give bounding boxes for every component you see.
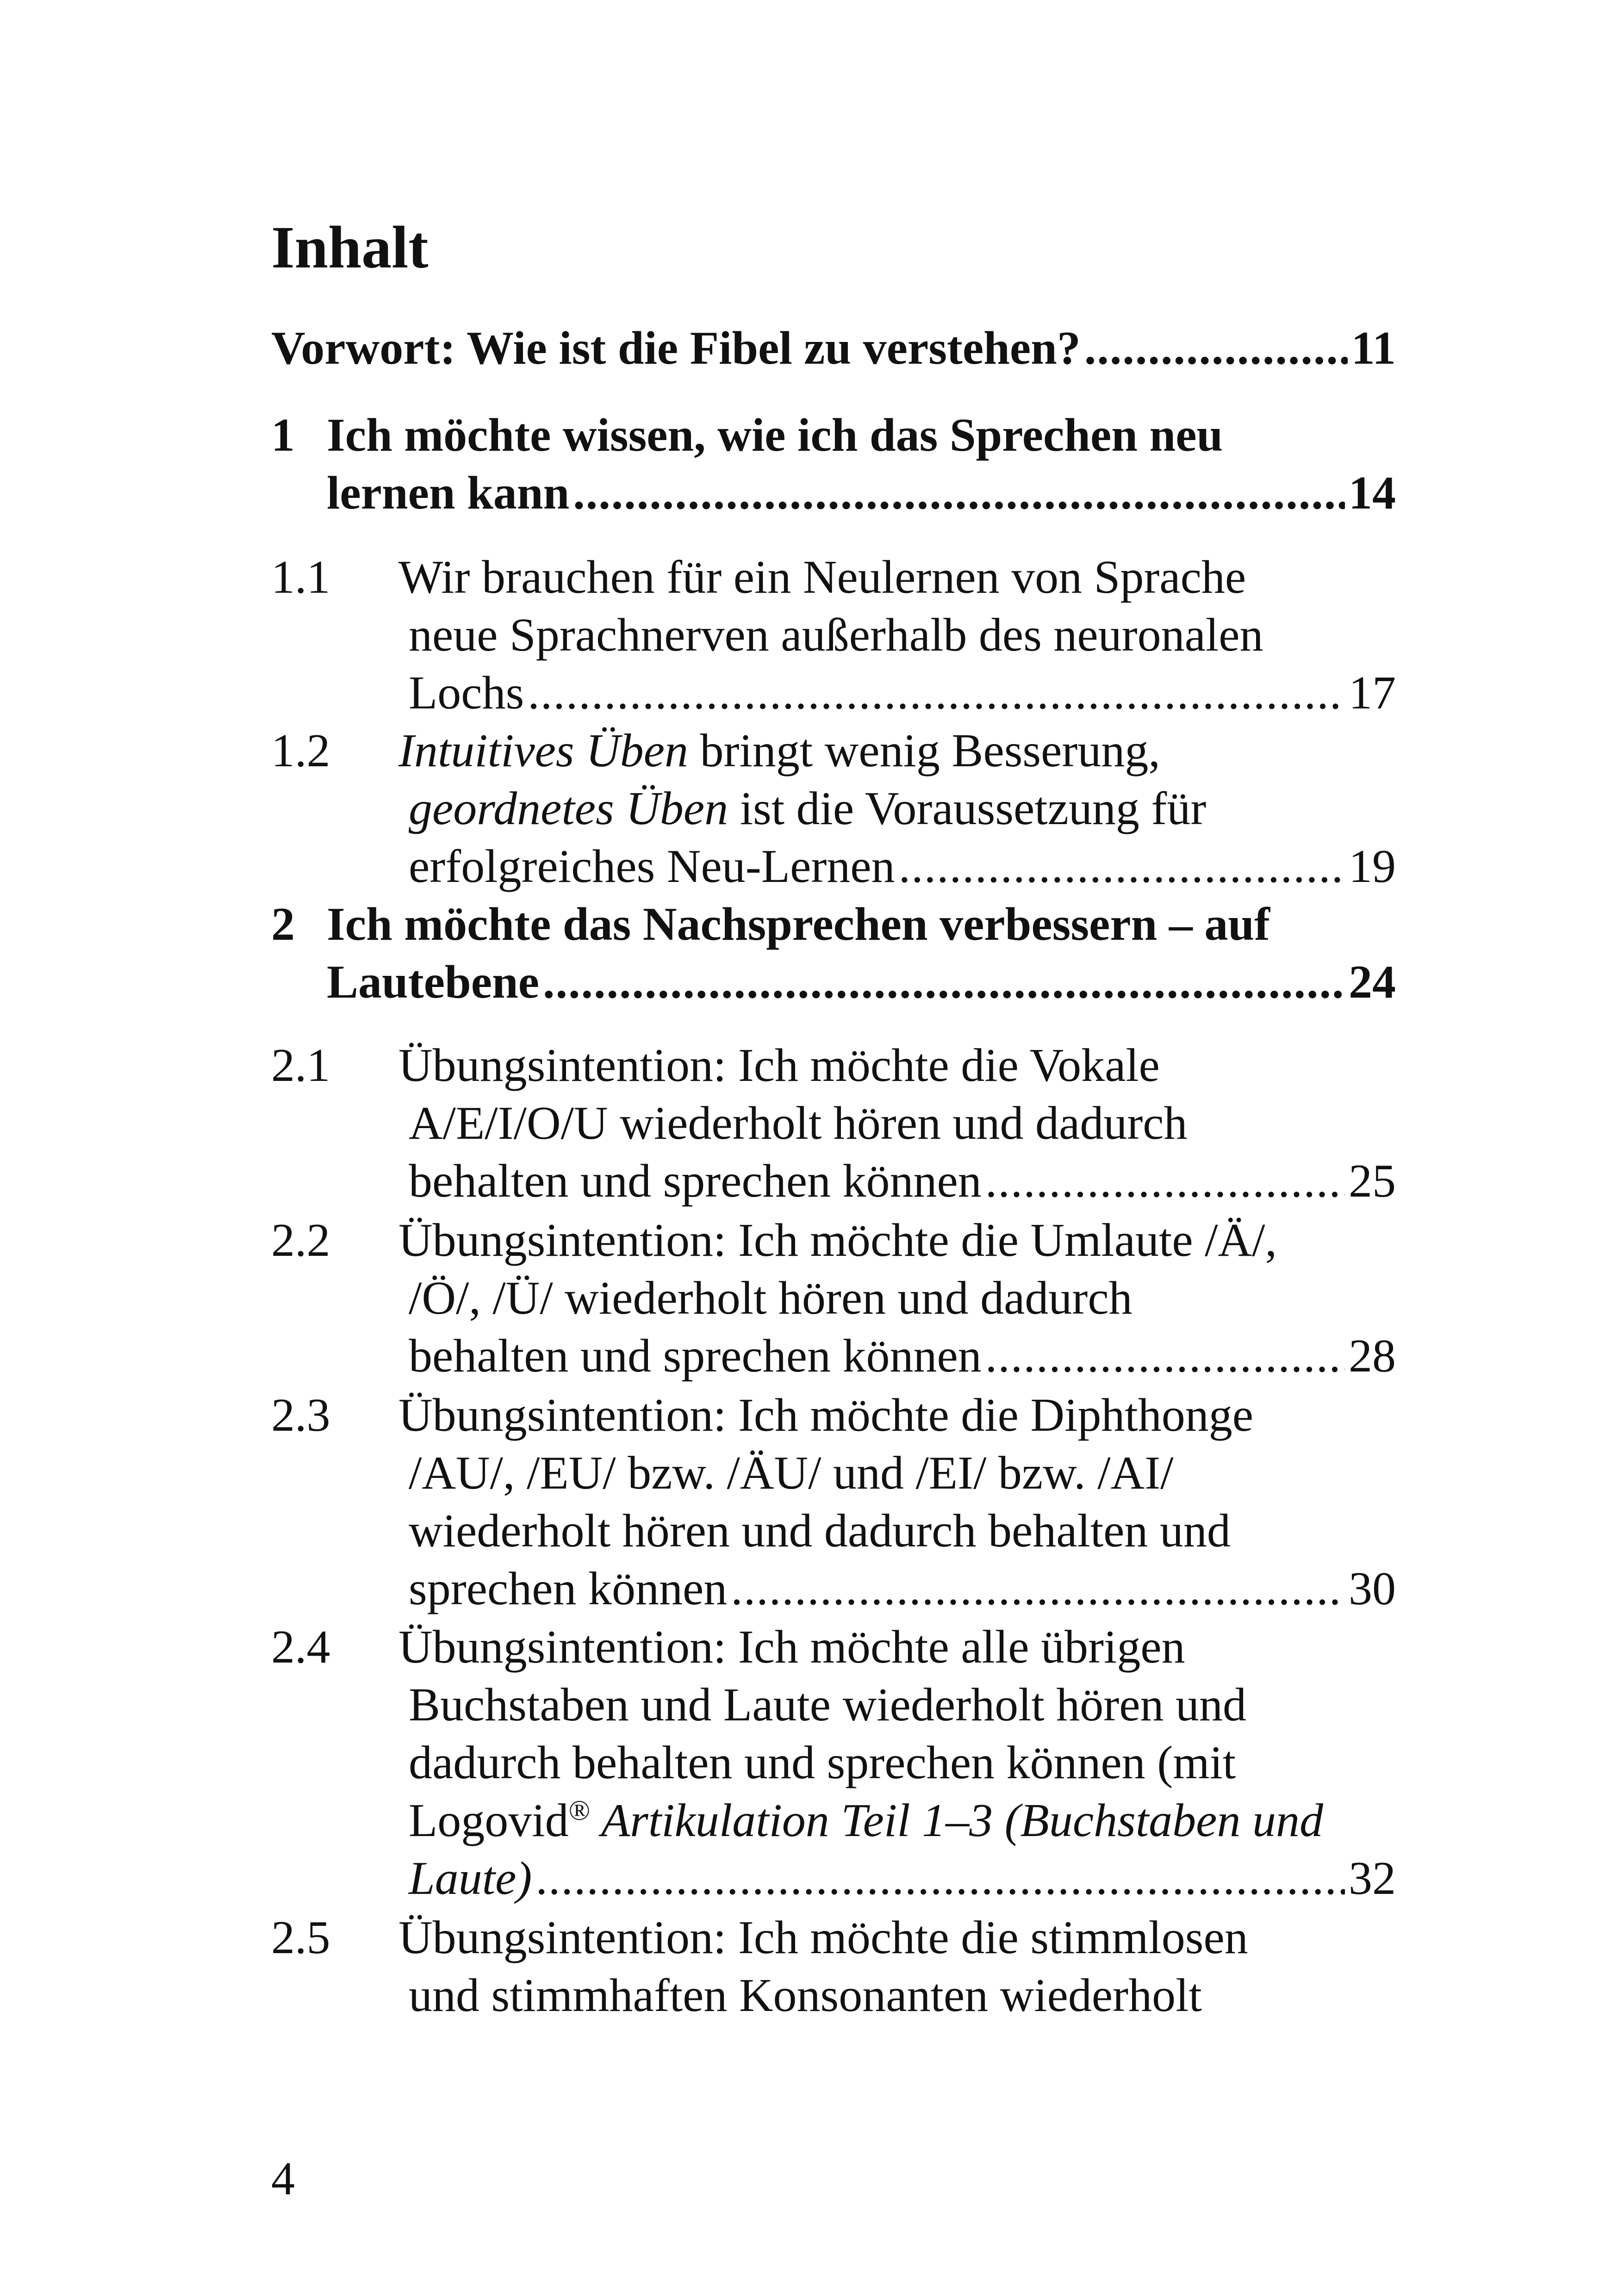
- entry-page: 28: [1349, 1330, 1396, 1382]
- dot-leader: [985, 1152, 1345, 1210]
- entry-text: wiederholt hören und dadurch behalten und: [409, 1505, 1231, 1557]
- entry-text: [409, 780, 1206, 838]
- entry-text: Ich möchte wissen, wie ich das Sprechen neu: [327, 409, 1223, 461]
- entry-text: Buchstaben und Laute wiederholt hören und: [409, 1679, 1247, 1731]
- entry-text-part: bringt wenig Besserung,: [688, 725, 1160, 777]
- entry-number: 2.1: [271, 1039, 330, 1092]
- entry-text: A/E/I/O/U wiederholt hören und dadurch: [409, 1097, 1188, 1149]
- entry-page: 19: [1349, 840, 1396, 893]
- entry-text: behalten und sprechen können: [409, 1155, 982, 1207]
- entry-text: /AU/, /EU/ bzw. /ÄU/ und /EI/ bzw. /AI/: [409, 1447, 1174, 1499]
- entry-number: 2.4: [271, 1621, 330, 1673]
- registered-mark: ®: [568, 1795, 591, 1826]
- entry-page: 30: [1349, 1563, 1396, 1615]
- entry-number: 1.1: [271, 551, 330, 603]
- entry-number: 2.2: [271, 1214, 330, 1266]
- toc-title: Inhalt: [271, 214, 429, 281]
- entry-number: 2: [271, 898, 295, 950]
- entry-emphasis: Artikulation Teil 1–3 (Buchstaben und: [590, 1794, 1323, 1847]
- toc-entry-2-5: [271, 1909, 1396, 2024]
- toc-entry-2-2: [271, 1211, 1396, 1385]
- entry-number: 1.2: [271, 725, 330, 777]
- entry-page: 24: [1349, 956, 1396, 1008]
- entry-emphasis: geordnetes Üben: [409, 782, 728, 835]
- page-number: 4: [271, 2153, 295, 2205]
- entry-text: Übungsintention: Ich möchte die stimmlosen: [398, 1911, 1248, 1964]
- entry-number: 1: [271, 409, 295, 461]
- toc-entry-2-1: [271, 1036, 1396, 1210]
- entry-page: 11: [1351, 322, 1396, 374]
- toc-entry-2-4: [271, 1618, 1396, 1907]
- toc-entry-chapter-1: [271, 406, 1396, 522]
- entry-text: /Ö/, /Ü/ wiederholt hören und dadurch: [409, 1272, 1133, 1324]
- entry-text: Vorwort: Wie ist die Fibel zu verstehen?: [271, 322, 1081, 374]
- entry-text: erfolgreiches Neu-Lernen: [409, 840, 895, 893]
- entry-text: neue Sprachnerven außerhalb des neuronalen: [409, 609, 1263, 661]
- toc-entry-vorwort: [271, 319, 1396, 377]
- entry-number: 2.5: [271, 1911, 330, 1964]
- entry-text: Übungsintention: Ich möchte die Vokale: [398, 1039, 1160, 1092]
- entry-text: Übungsintention: Ich möchte die Umlaute /Ä/,: [398, 1214, 1277, 1266]
- entry-text: Übungsintention: Ich möchte alle übrigen: [398, 1621, 1185, 1673]
- entry-emphasis: Laute): [409, 1852, 532, 1905]
- entry-number: 2.3: [271, 1389, 330, 1441]
- entry-text: behalten und sprechen können: [409, 1330, 982, 1382]
- dot-leader: [573, 464, 1345, 522]
- toc-entry-2-3: [271, 1386, 1396, 1618]
- entry-text: und stimmhaften Konsonanten wiederholt: [409, 1969, 1202, 2022]
- dot-leader: [543, 953, 1345, 1011]
- dot-leader: [528, 664, 1345, 722]
- entry-page: 25: [1349, 1155, 1396, 1207]
- entry-page: 17: [1349, 667, 1396, 719]
- entry-text: dadurch behalten und sprechen können (mit: [409, 1737, 1236, 1789]
- entry-emphasis: Intuitives Üben: [398, 725, 688, 777]
- dot-leader: [535, 1849, 1345, 1907]
- entry-text: [398, 722, 1160, 780]
- entry-text: lernen kann: [327, 467, 570, 519]
- dot-leader: [899, 838, 1345, 895]
- entry-text: Wir brauchen für ein Neulernen von Sprache: [398, 551, 1246, 603]
- dot-leader: [731, 1560, 1345, 1618]
- entry-text: [409, 1792, 1323, 1849]
- entry-text: Lautebene: [327, 956, 539, 1008]
- entry-text-part: Logovid: [409, 1794, 569, 1847]
- dot-leader: [1084, 319, 1348, 377]
- entry-text: Ich möchte das Nachsprechen verbessern – auf: [327, 898, 1270, 950]
- entry-page: 14: [1349, 467, 1396, 519]
- toc-entry-1-1: [271, 548, 1396, 722]
- entry-text: Lochs: [409, 667, 524, 719]
- entry-text-part: ist die Voraussetzung für: [728, 782, 1207, 835]
- entry-page: 32: [1349, 1852, 1396, 1905]
- entry-text: sprechen können: [409, 1563, 728, 1615]
- toc-entry-1-2: [271, 722, 1396, 895]
- toc-entry-chapter-2: [271, 895, 1396, 1011]
- dot-leader: [985, 1327, 1345, 1385]
- entry-text: Übungsintention: Ich möchte die Diphthonge: [398, 1389, 1254, 1441]
